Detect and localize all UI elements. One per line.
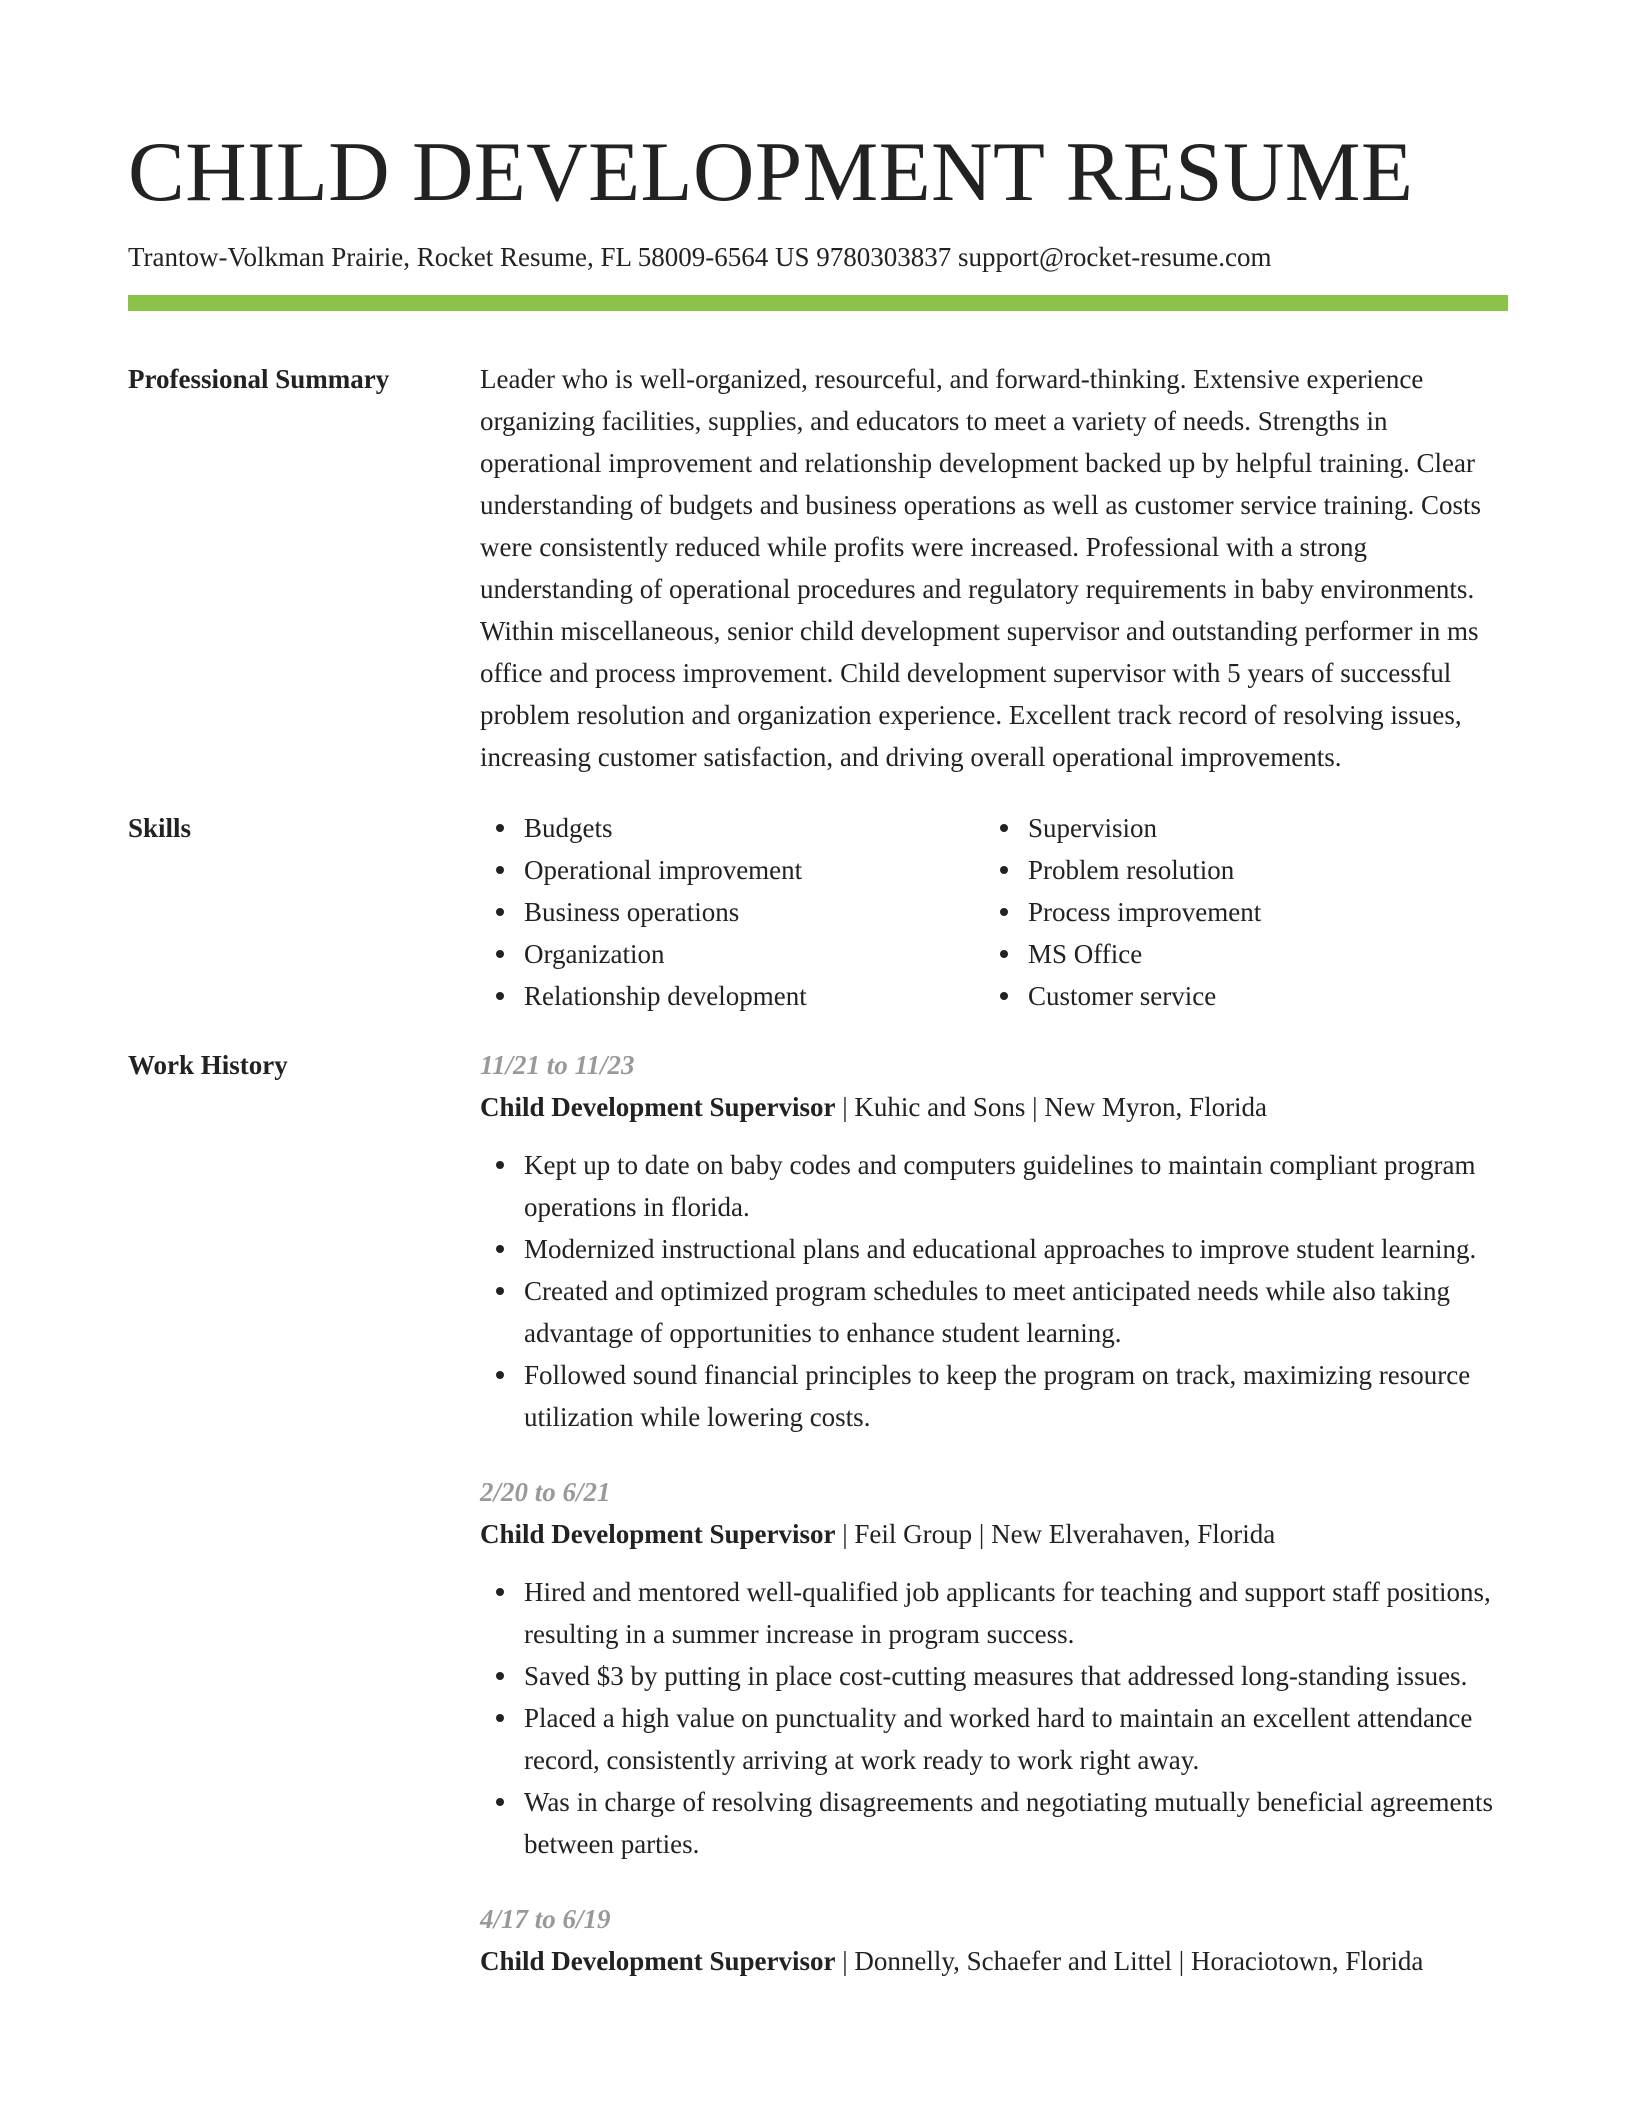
job-title: Child Development Supervisor [480,1519,836,1549]
job-details: | Kuhic and Sons | New Myron, Florida [835,1092,1268,1122]
job-dates: 11/21 to 11/23 [480,1050,635,1080]
section-label: Work History [128,1050,288,1080]
skill-item: Process improvement [1028,891,1488,933]
job-bullet: Saved $3 by putting in place cost-cutting measures that addressed long-standing issues. [524,1655,1508,1697]
summary-text: Leader who is well-organized, resourceful, and forward-thinking. Extensive experience organizing facilities, supplies, and educators to meet a variety of needs. Strengths in operational improvement and relationship development backed up by helpful training. Clear understanding of budgets and business operations as well as customer service training. Costs were consistently reduced while profits were increased. Professional with a strong understanding of operational procedures and regulatory requirements in baby environments. Within miscellaneous, senior child development supervisor and outstanding performer in ms office and process improvement. Child development supervisor with 5 years of successful problem resolution and organization experience. Excellent track record of resolving issues, increasing customer satisfaction, and driving overall operational improvements. [480,364,1482,772]
job-bullet: Kept up to date on baby codes and computers guidelines to maintain compliant program operations in florida. [524,1144,1508,1228]
skill-item: Organization [524,933,984,975]
job-details: | Feil Group | New Elverahaven, Florida [835,1519,1276,1549]
job-entry [480,1044,1508,1438]
job-title: Child Development Supervisor [480,1092,836,1122]
job-entry [480,1471,1508,1865]
header-divider [128,295,1508,311]
job-bullet: Created and optimized program schedules to meet anticipated needs while also taking advantage of opportunities to enhance student learning. [524,1270,1508,1354]
job-heading [480,1513,1508,1555]
work-history-section [128,1047,1508,2018]
job-bullet: Modernized instructional plans and educational approaches to improve student learning. [524,1228,1508,1270]
skill-item: Customer service [1028,975,1488,1017]
job-dates: 2/20 to 6/21 [480,1477,611,1507]
skill-item: Budgets [524,807,984,849]
job-bullet: Was in charge of resolving disagreements and negotiating mutually beneficial agreements between parties. [524,1781,1508,1865]
professional-summary-section [128,361,1508,778]
skill-item: Relationship development [524,975,984,1017]
skills-section [128,810,1508,1017]
job-title: Child Development Supervisor [480,1946,836,1976]
contact-line: Trantow-Volkman Prairie, Rocket Resume, FL 58009-6564 US 9780303837 support@rocket-resume.com [128,242,1272,272]
job-heading [480,1940,1508,1982]
job-bullet: Placed a high value on punctuality and worked hard to maintain an excellent attendance record, consistently arriving at work ready to work right away. [524,1697,1508,1781]
skill-item: Business operations [524,891,984,933]
job-bullets [480,1144,1508,1438]
resume-title: CHILD DEVELOPMENT RESUME [128,125,1414,219]
job-bullets [480,1571,1508,1865]
skill-item: MS Office [1028,933,1488,975]
job-heading [480,1086,1508,1128]
skill-item: Supervision [1028,807,1488,849]
job-entry [480,1898,1508,1982]
section-label: Professional Summary [128,364,390,394]
skill-item: Operational improvement [524,849,984,891]
skill-item: Problem resolution [1028,849,1488,891]
skills-list-right [984,807,1488,1017]
job-details: | Donnelly, Schaefer and Littel | Horaciotown, Florida [835,1946,1424,1976]
job-bullet: Hired and mentored well-qualified job applicants for teaching and support staff positions, resulting in a summer increase in program success. [524,1571,1508,1655]
job-dates: 4/17 to 6/19 [480,1904,611,1934]
section-label: Skills [128,813,192,843]
job-bullet: Followed sound financial principles to keep the program on track, maximizing resource utilization while lowering costs. [524,1354,1508,1438]
skills-list-left [480,807,984,1017]
